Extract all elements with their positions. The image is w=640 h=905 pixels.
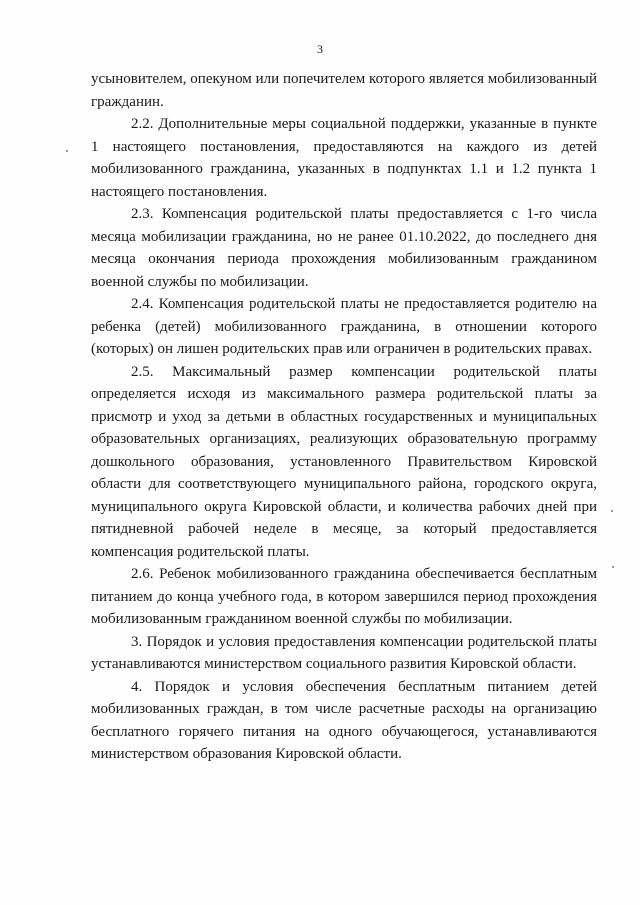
document-body [91,68,597,766]
paragraph-2-6: 2.6. Ребенок мобилизованного гражданина обеспечивается бесплатным питанием до конца учебного года, в котором завершился период прохождения мобилизованным гражданином военной службы по мобилизации. [91,566,597,627]
scan-speck [611,510,613,512]
paragraph-2-3: 2.3. Компенсация родительской платы предоставляется с 1-го числа месяца мобилизации гражданина, но не ранее 01.10.2022, до последнего дня месяца окончания периода прохождения мобилизованным гражданином военной службы по мобилизации. [91,206,597,290]
paragraph-2-2: 2.2. Дополнительные меры социальной поддержки, указанные в пункте 1 настоящего постановления, предоставляются на каждого из детей мобилизованного гражданина, указанных в подпунктах 1.1 и 1.2 пункта 1 настоящего постановления. [91,116,597,200]
paragraph-continuation: усыновителем, опекуном или попечителем которого является мобилизованный гражданин. [91,71,597,110]
paragraph-2-4: 2.4. Компенсация родительской платы не предоставляется родителю на ребенка (детей) мобилизованного гражданина, в отношении которого (которых) он лишен родительских прав или ограничен в родительских правах. [91,296,597,357]
paragraph-3: 3. Порядок и условия предоставления компенсации родительской платы устанавливаются министерством социального развития Кировской области. [91,633,597,672]
paragraph-2-5: 2.5. Максимальный размер компенсации родительской платы определяется исходя из максимального размера родительской платы за присмотр и уход за детьми в областных государственных и муниципальных образовательных организациях, реализующих образовательную программу дошкольного образования, установленного Правительством Кировской области для соответствующего муниципального района, городского округа, муниципального округа Кировской области, и количества рабочих дней при пятидневной рабочей неделе в месяце, за который предоставляется компенсация родительской платы. [91,363,597,560]
page-number: 3 [317,42,323,56]
scan-speck [66,150,68,152]
paragraph-4: 4. Порядок и условия обеспечения бесплатным питанием детей мобилизованных граждан, в том числе расчетные расходы на организацию бесплатного горячего питания на одного обучающегося, устанавливаются министерством образования Кировской области. [91,678,597,762]
scan-speck [612,566,614,568]
